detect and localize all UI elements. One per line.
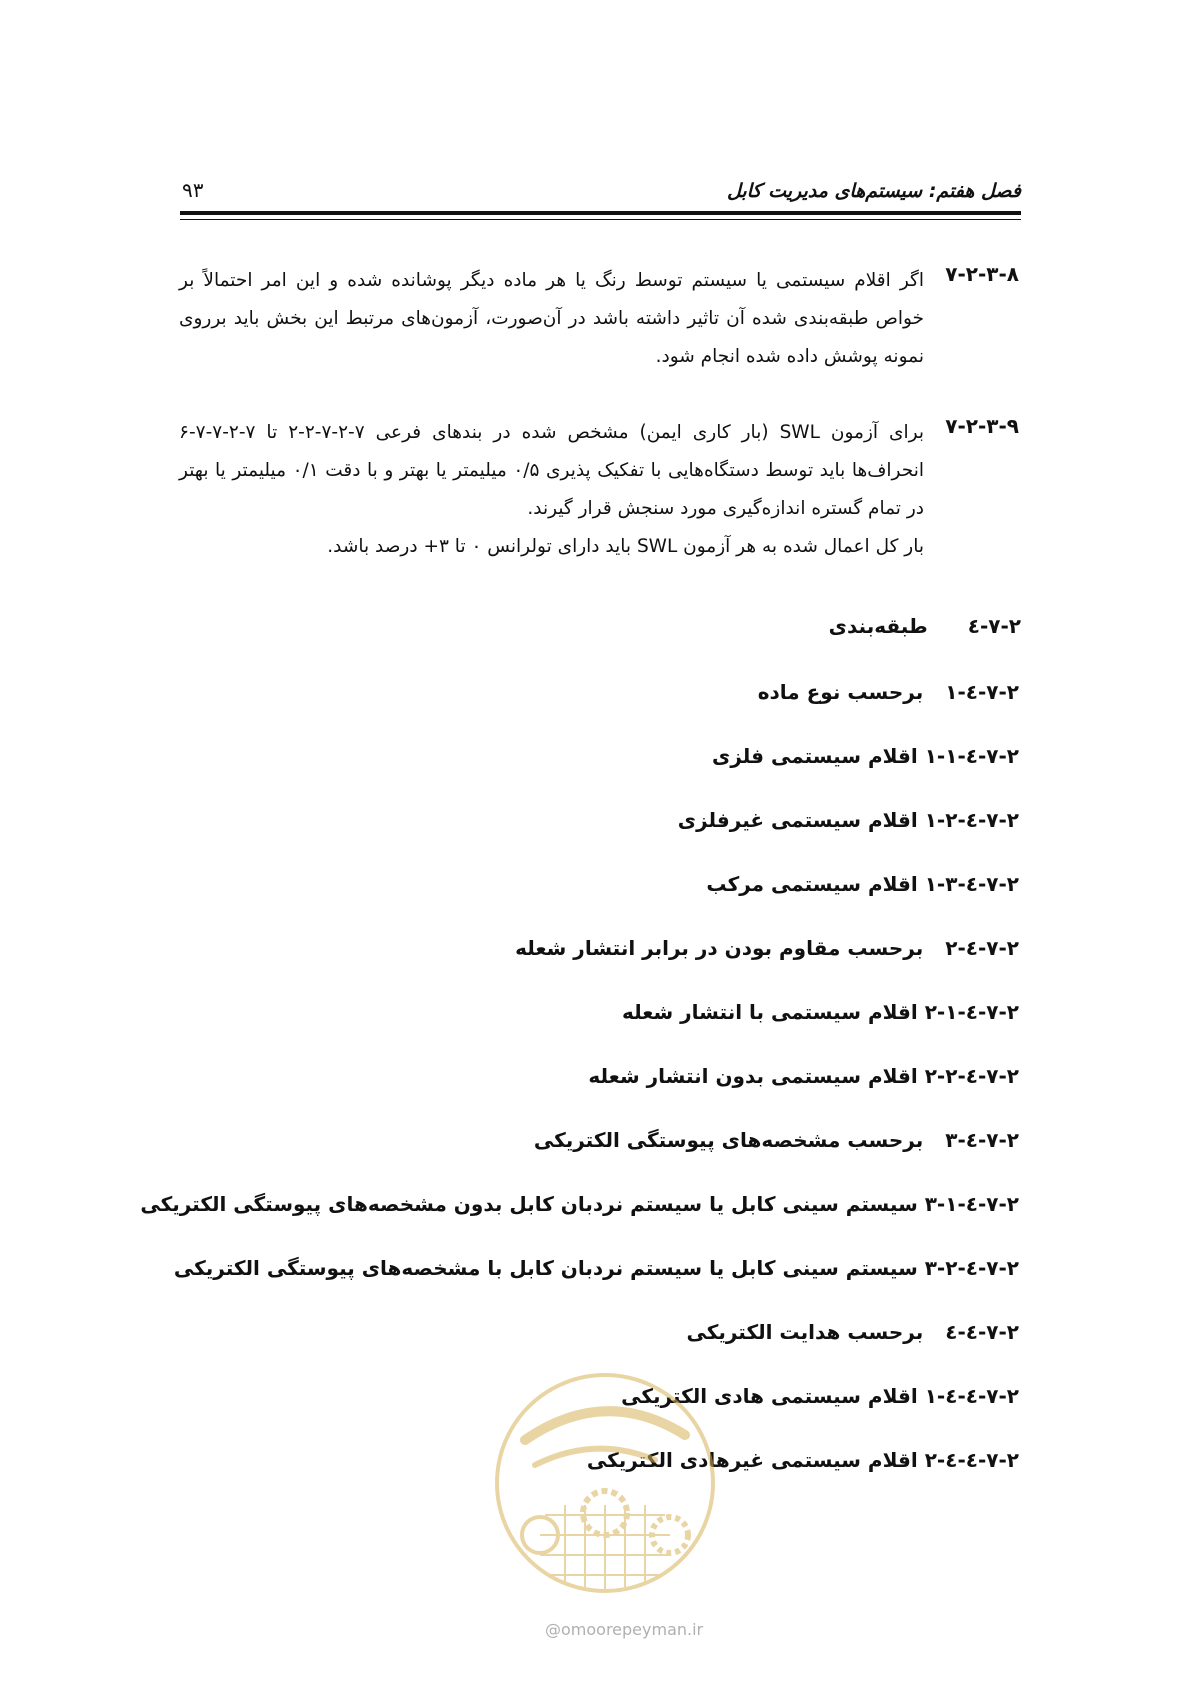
item-heading — [706, 872, 1019, 896]
header-rule-thin — [180, 219, 1021, 220]
watermark-grid — [540, 1505, 670, 1589]
heading-number: ۷-۲-٤-۱-۱ — [924, 744, 1019, 768]
watermark-calligraphy — [525, 1411, 685, 1440]
clause-number: ۷-۲-۳-۸ — [945, 262, 1019, 286]
chapter-title: فصل هفتم: سیستم‌های مدیریت کابل — [726, 180, 1021, 202]
heading-text: اقلام سیستمی بدون انتشار شعله — [588, 1064, 918, 1088]
subsection-heading — [758, 680, 1019, 704]
item-heading — [588, 1064, 1019, 1088]
header-rule-thick — [180, 211, 1021, 215]
clause-text: برای آزمون SWL (بار کاری ایمن) مشخص شده در بندهای فرعی ۷-۲-۷-۲-۲ تا ۷-۲-۷-۷-۶ انحراف‌ها باید توسط دستگاه‌هایی با تفکیک پذیری ۰/۵ میلیمتر یا بهتر و با دقت ۰/۱ میلیمتر یا بهتر در تمام گستره اندازه‌گیری مورد سنجش قرار گیرند. — [179, 422, 924, 519]
heading-number: ۷-۲-٤-٤ — [945, 1320, 1019, 1344]
clause-paragraph — [179, 262, 1019, 376]
heading-number: ۷-۲-٤-۳-۲ — [924, 1256, 1019, 1280]
heading-number: ۷-۲-٤-۱ — [945, 680, 1019, 704]
heading-number: ۷-۲-٤-۳ — [945, 1128, 1019, 1152]
clause-text-extra: بار کل اعمال شده به هر آزمون SWL باید دارای تولرانس ۰ تا ۳+ درصد باشد. — [327, 536, 924, 557]
heading-text: اقلام سیستمی فلزی — [712, 744, 918, 768]
heading-number: ۷-۲-٤ — [967, 614, 1021, 638]
heading-text: برحسب هدایت الکتریکی — [686, 1320, 924, 1344]
subsection-heading — [515, 936, 1019, 960]
heading-text: اقلام سیستمی با انتشار شعله — [621, 1000, 918, 1024]
heading-text: برحسب مقاوم بودن در برابر انتشار شعله — [515, 936, 924, 960]
heading-number: ۷-۲-٤-۳-۱ — [924, 1192, 1019, 1216]
clause-text: اگر اقلام سیستمی یا سیستم توسط رنگ یا هر ماده دیگر پوشانده شده و این امر احتمالاً بر خواص طبقه‌بندی شده آن تاثیر داشته باشد در آن‌صورت، آزمون‌های مرتبط این بخش باید برروی نمونه پوشش داده شده انجام شود. — [179, 270, 924, 367]
heading-number: ۷-۲-٤-۲-۲ — [924, 1064, 1019, 1088]
heading-text: اقلام سیستمی مرکب — [706, 872, 918, 896]
item-heading — [174, 1256, 1019, 1280]
heading-text: سیستم سینی کابل یا سیستم نردبان کابل بدون مشخصه‌های پیوستگی الکتریکی — [140, 1192, 918, 1216]
item-heading — [622, 1000, 1019, 1024]
item-heading — [712, 744, 1019, 768]
subsection-heading — [686, 1320, 1019, 1344]
watermark-url: @omoorepeyman.ir — [545, 1620, 704, 1639]
clause-paragraph — [179, 414, 1019, 566]
watermark-calligraphy — [535, 1449, 655, 1465]
watermark-logo — [485, 1365, 725, 1615]
heading-number: ۷-۲-٤-۲-۱ — [924, 1000, 1019, 1024]
heading-number: ۷-۲-٤-۱-۲ — [924, 808, 1019, 832]
section-heading — [829, 614, 1021, 638]
heading-number: ۷-۲-٤-۱-۳ — [924, 872, 1019, 896]
heading-text: طبقه‌بندی — [828, 614, 928, 638]
heading-number: ۷-۲-٤-٤-۱ — [924, 1384, 1019, 1408]
heading-text: سیستم سینی کابل یا سیستم نردبان کابل با مشخصه‌های پیوستگی الکتریکی — [173, 1256, 918, 1280]
heading-number: ۷-۲-٤-۲ — [945, 936, 1019, 960]
heading-text: اقلام سیستمی هادی الکتریکی — [621, 1384, 918, 1408]
heading-number: ۷-۲-٤-٤-۲ — [924, 1448, 1019, 1472]
item-heading — [678, 808, 1019, 832]
page-number: ۹۳ — [182, 178, 204, 202]
heading-text: برحسب نوع ماده — [757, 680, 924, 704]
item-heading — [140, 1192, 1019, 1216]
heading-text: اقلام سیستمی غیرفلزی — [677, 808, 918, 832]
subsection-heading — [534, 1128, 1019, 1152]
heading-text: برحسب مشخصه‌های پیوستگی الکتریکی — [533, 1128, 924, 1152]
clause-number: ۷-۲-۳-۹ — [945, 414, 1019, 438]
heading-text: اقلام سیستمی غیرهادی الکتریکی — [586, 1448, 918, 1472]
